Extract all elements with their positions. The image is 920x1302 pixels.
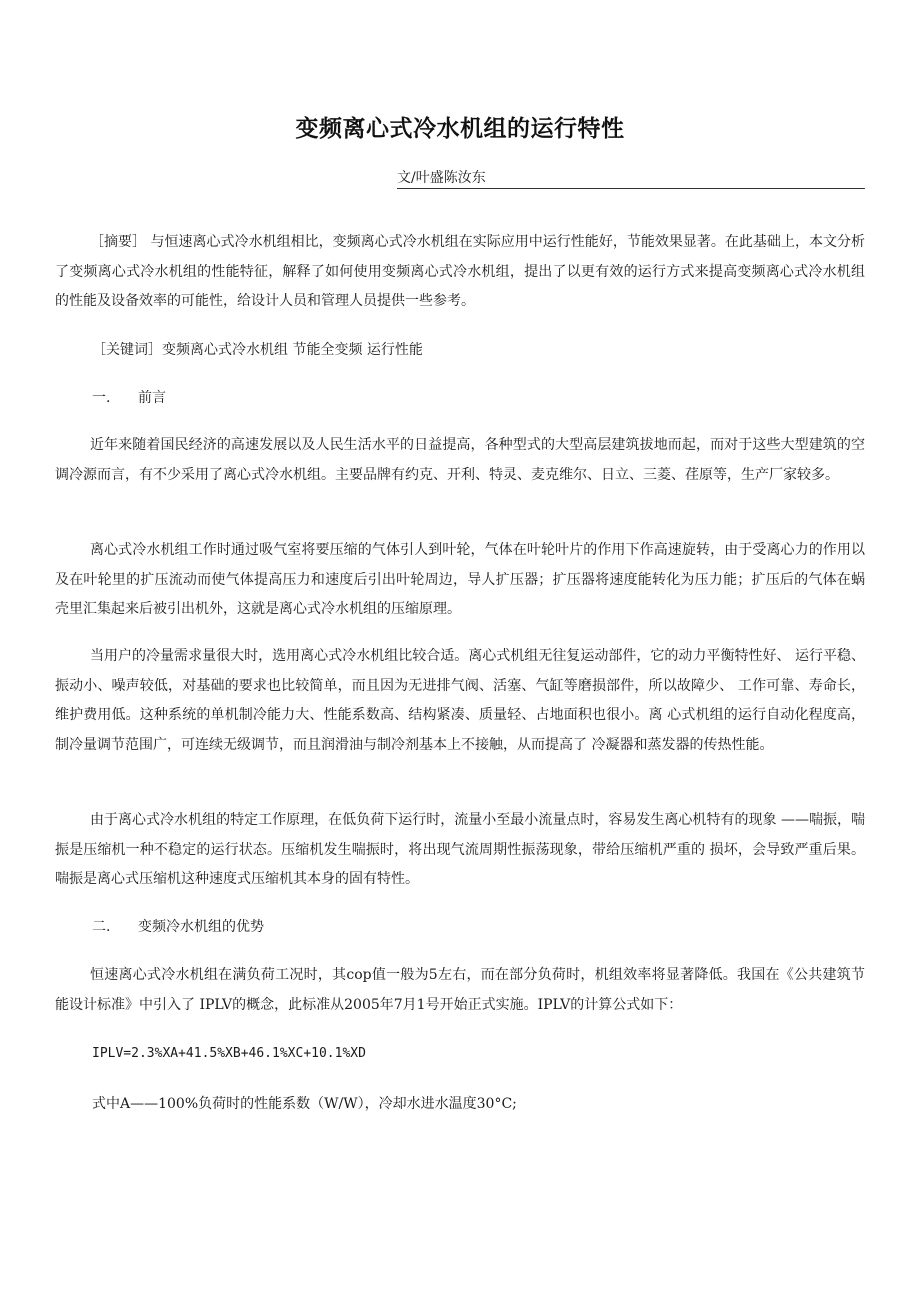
section-title: 前言 bbox=[138, 390, 166, 406]
keywords-line: ［关键词］变频离心式冷水机组 节能全变频 运行性能 bbox=[92, 342, 423, 358]
section-heading-advantages bbox=[92, 917, 264, 937]
section-number: 二. bbox=[92, 919, 111, 935]
body-paragraph-2: 离心式冷水机组工作时通过吸气室将要压缩的气体引人到叶轮，气体在叶轮叶片的作用下作高速旋转，由于受离心力的作用以及在叶轮里的扩压流动而使气体提高压力和速度后引出叶轮周边，导人扩压器；扩压器将速度能转化为压力能；扩压后的气体在蜗壳里汇集起来后被引出机外，这就是离心式冷水机组的压缩原理。 bbox=[55, 542, 865, 617]
section-heading-intro bbox=[92, 388, 166, 408]
body-paragraph-5: 恒速离心式冷水机组在满负荷工况时，其cop值一般为5左右，而在部分负荷时，机组效率将显著降低。我国在《公共建筑节能设计标准》中引入了 IPLV的概念，此标准从2005年7月1号开始正式实施。IPLV的计算公式如下： bbox=[55, 967, 865, 1013]
author-byline: 文/叶盛陈汝东 bbox=[397, 168, 865, 189]
abstract-paragraph: ［摘要］ 与恒速离心式冷水机组相比，变频离心式冷水机组在实际应用中运行性能好，节能效果显著。在此基础上，本文分析了变频离心式冷水机组的性能特征，解释了如何使用变频离心式冷水机组，提出了以更有效的运行方式来提高变频离心式冷水机组的性能及设备效率的可能性，给设计人员和管理人员提供一些参考。 bbox=[55, 234, 865, 309]
section-number: 一. bbox=[92, 390, 111, 406]
formula-explanation: 式中A——100%负荷时的性能系数（W/W），冷却水进水温度30°C; bbox=[92, 1096, 517, 1112]
body-paragraph-4: 由于离心式冷水机组的特定工作原理，在低负荷下运行时，流量小至最小流量点时，容易发生离心机特有的现象 ——喘振，喘振是压缩机一种不稳定的运行状态。压缩机发生喘振时，将出现气流周期性振荡现象，带给压缩机严重的 损坏，会导致严重后果。喘振是离心式压缩机这种速度式压缩机其本身的固有特性。 bbox=[55, 812, 865, 887]
body-paragraph-3: 当用户的冷量需求量很大时，选用离心式冷水机组比较合适。离心式机组无往复运动部件，它的动力平衡特性好、 运行平稳、振动小、噪声较低，对基础的要求也比较简单，而且因为无进排气阀、活塞、气缸等磨损部件，所以故障少、 工作可靠、寿命长，维护费用低。这种系统的单机制冷能力大、性能系数高、结构紧凑、质量轻、占地面积也很小。离 心式机组的运行自动化程度高，制冷量调节范围广，可连续无级调节，而且润滑油与制冷剂基本上不接触，从而提高了 冷凝器和蒸发器的传热性能。 bbox=[55, 648, 865, 753]
iplv-formula: IPLV=2.3%XA+41.5%XB+46.1%XC+10.1%XD bbox=[92, 1046, 366, 1061]
section-title: 变频冷水机组的优势 bbox=[138, 919, 264, 935]
body-paragraph-1: 近年来随着国民经济的高速发展以及人民生活水平的日益提高，各种型式的大型高层建筑拔地而起，而对于这些大型建筑的空调冷源而言，有不少采用了离心式冷水机组。主要品牌有约克、开利、特灵、麦克维尔、日立、三菱、荏原等，生产厂家较多。 bbox=[55, 437, 865, 483]
document-title: 变频离心式冷水机组的运行特性 bbox=[295, 116, 625, 142]
